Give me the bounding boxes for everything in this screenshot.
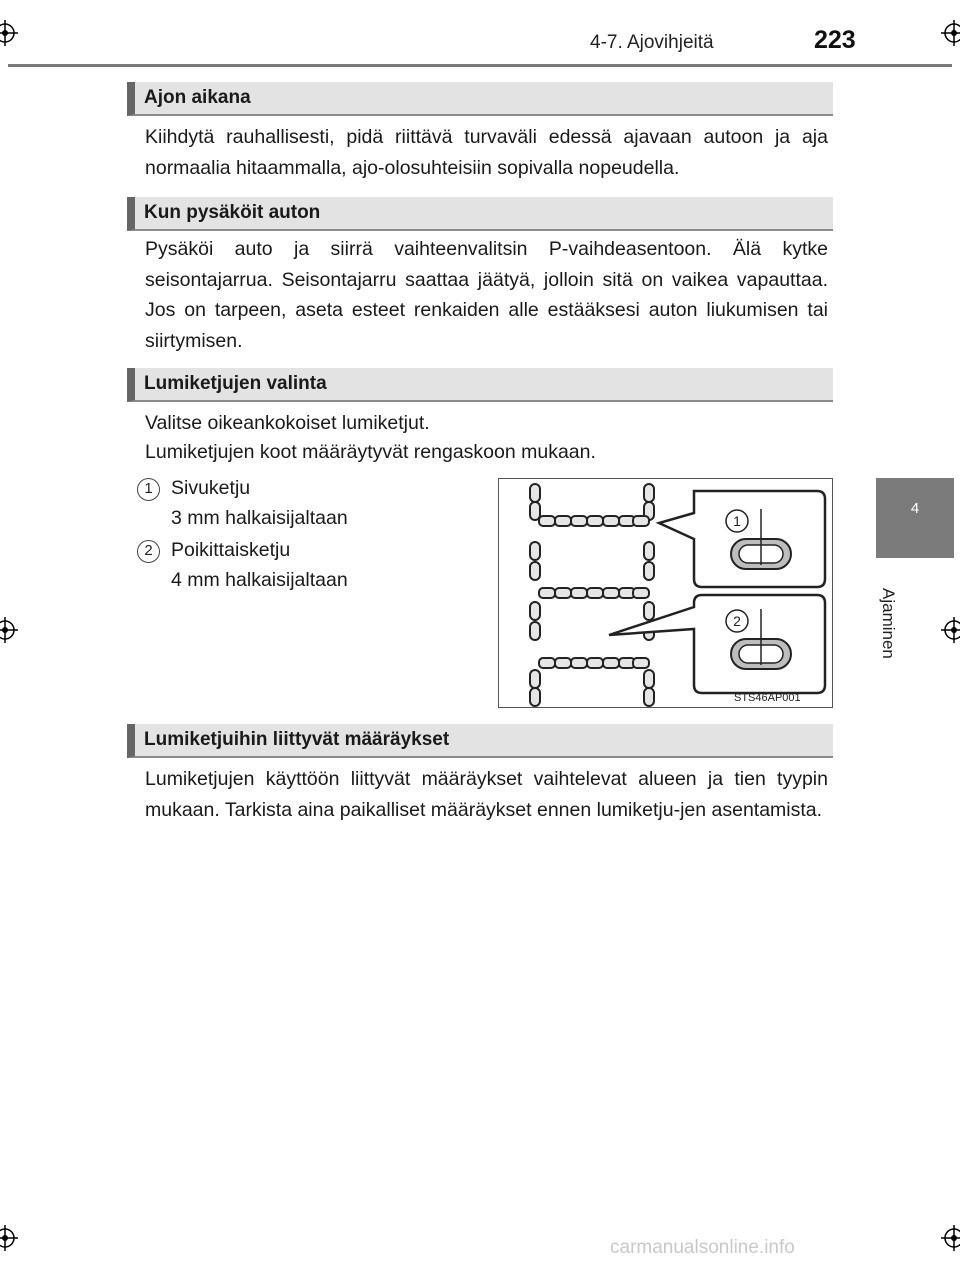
registration-mark-icon — [941, 1225, 960, 1251]
section-heading-text: Ajon aikana — [144, 87, 251, 108]
cross-chain-icon — [539, 516, 649, 668]
callout-cross-chain — [609, 595, 825, 693]
watermark-text: carmanualsonline.info — [610, 1237, 795, 1258]
section-heading-text: Lumiketjujen valinta — [144, 373, 327, 394]
item-name: Sivuketju — [171, 477, 251, 499]
section-text-line2: Lumiketjujen koot määräytyvät rengaskoon mukaan. — [145, 441, 596, 463]
item-number-1: 1 — [137, 478, 160, 501]
item-detail: 3 mm halkaisijaltaan — [171, 506, 348, 529]
section-heading-regulations — [127, 724, 833, 758]
header-divider — [8, 64, 952, 67]
registration-mark-icon — [941, 20, 960, 46]
page-number: 223 — [814, 26, 856, 54]
registration-mark-icon — [0, 617, 18, 643]
section-text-regulations: Lumiketjujen käyttöön liittyvät määräykset vaihtelevat alueen ja tien tyypin mukaan. Tarkista aina paikalliset määräykset ennen lumiketju-jen asentamista. — [145, 768, 828, 821]
chapter-number: 4 — [910, 500, 920, 517]
section-heading-chain-selection — [127, 368, 833, 402]
section-heading-driving — [127, 82, 833, 116]
callout-side-chain — [659, 491, 825, 587]
list-item-cross-chain — [171, 536, 348, 595]
registration-mark-icon — [0, 1225, 18, 1251]
snow-chain-figure — [498, 478, 833, 708]
item-name: Poikittaisketju — [171, 539, 291, 561]
chapter-tab — [876, 478, 954, 558]
chapter-title: Ajaminen — [879, 588, 898, 659]
section-heading-text: Lumiketjuihin liittyvät määräykset — [144, 729, 450, 750]
section-text-parking: Pysäköi auto ja siirrä vaihteenvalitsin P-vaihdeasentoon. Älä kytke seisontajarrua. Seisontajarru saattaa jäätyä, jolloin sitä on vaikea vapauttaa. Jos on tarpeen, aseta esteet renkaiden alle estääksesi auton liukumisen tai siirtymisen. — [145, 238, 828, 352]
figure-code: STS46AP001 — [734, 692, 801, 704]
snow-chain-illustration — [499, 479, 834, 709]
header-section-title: 4-7. Ajovihjeitä — [590, 32, 714, 53]
section-heading-parking — [127, 197, 833, 231]
section-text-driving: Kiihdytä rauhallisesti, pidä riittävä turvaväli edessä ajavaan autoon ja aja normaalia hitaammalla, ajo-olosuhteisiin sopivalla nopeudella. — [145, 126, 828, 179]
section-text-line1: Valitse oikeankokoiset lumiketjut. — [145, 412, 430, 434]
registration-mark-icon — [941, 617, 960, 643]
chapter-title-vertical — [868, 588, 904, 678]
item-number-2: 2 — [137, 540, 160, 563]
figure-callout-1: 1 — [733, 513, 741, 529]
figure-callout-2: 2 — [733, 613, 741, 629]
registration-mark-icon — [0, 20, 18, 46]
item-detail: 4 mm halkaisijaltaan — [171, 568, 348, 591]
list-item-side-chain — [171, 474, 348, 533]
section-heading-text: Kun pysäköit auton — [144, 202, 321, 223]
